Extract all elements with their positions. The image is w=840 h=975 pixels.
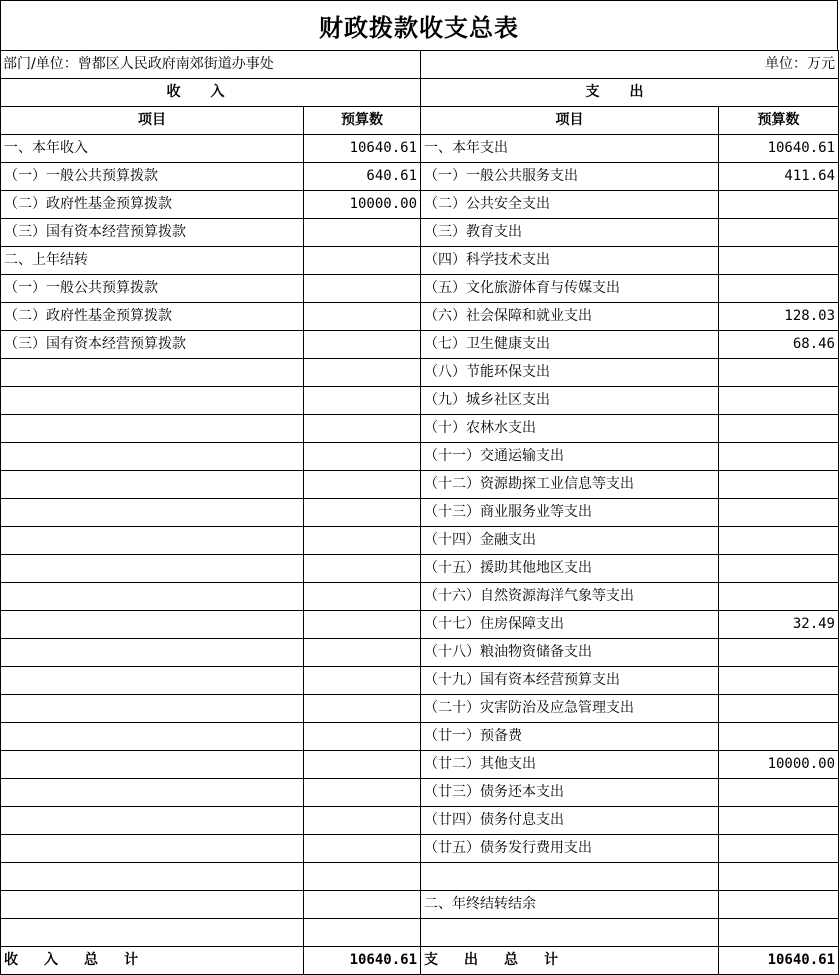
unit-label: 单位：万元 [421,51,839,79]
income-budget-cell [304,247,421,275]
income-budget-cell [304,471,421,499]
col-header-expense-budget: 预算数 [719,107,839,135]
expense-budget-cell [719,359,839,387]
expense-item-cell: （十五）援助其他地区支出 [421,555,719,583]
table-row [1,163,839,191]
table-row [1,331,839,359]
income-budget-cell [304,639,421,667]
income-item-cell: 二、上年结转 [1,247,304,275]
income-item-cell [1,723,304,751]
income-item-cell: （二）政府性基金预算拨款 [1,191,304,219]
expense-item-cell: （八）节能环保支出 [421,359,719,387]
expense-budget-cell [719,275,839,303]
income-budget-cell [304,443,421,471]
income-budget-cell [304,219,421,247]
income-item-cell: （三）国有资本经营预算拨款 [1,331,304,359]
table-row [1,359,839,387]
expense-budget-cell [719,219,839,247]
expense-budget-cell [719,583,839,611]
income-budget-cell [304,751,421,779]
col-header-expense-item: 项目 [421,107,719,135]
income-budget-cell [304,667,421,695]
expense-item-cell: （十九）国有资本经营预算支出 [421,667,719,695]
income-item-cell [1,471,304,499]
table-row [1,723,839,751]
income-budget-cell [304,835,421,863]
expense-item-cell: （九）城乡社区支出 [421,387,719,415]
expense-budget-cell [719,779,839,807]
income-budget-cell [304,415,421,443]
income-item-cell [1,499,304,527]
table-row [1,751,839,779]
table-row [1,695,839,723]
expense-item-cell: （三）教育支出 [421,219,719,247]
expense-budget-cell [719,527,839,555]
table-row [1,835,839,863]
income-budget-cell [304,303,421,331]
income-budget-cell [304,555,421,583]
income-item-cell: （三）国有资本经营预算拨款 [1,219,304,247]
expense-budget-cell [719,919,839,947]
expense-budget-cell [719,387,839,415]
page-title: 财政拨款收支总表 [0,0,838,50]
income-item-cell [1,667,304,695]
expense-item-cell: （廿五）债务发行费用支出 [421,835,719,863]
income-budget-cell [304,891,421,919]
expense-item-cell: （二十）灾害防治及应急管理支出 [421,695,719,723]
table-row [1,247,839,275]
expense-budget-cell [719,191,839,219]
expense-budget-cell [719,667,839,695]
expense-item-cell: （十）农林水支出 [421,415,719,443]
income-budget-cell [304,331,421,359]
income-budget-cell [304,583,421,611]
expense-budget-cell [719,471,839,499]
income-item-cell [1,807,304,835]
expense-budget-cell: 32.49 [719,611,839,639]
expense-item-cell: （一）一般公共服务支出 [421,163,719,191]
table-row [1,779,839,807]
income-budget-cell [304,359,421,387]
expense-budget-cell [719,807,839,835]
expense-budget-cell [719,695,839,723]
expense-item-cell: （十八）粮油物资储备支出 [421,639,719,667]
income-budget-cell [304,275,421,303]
table-row [1,303,839,331]
expense-budget-cell: 10000.00 [719,751,839,779]
table-row [1,275,839,303]
table-row [1,667,839,695]
expense-budget-cell [719,723,839,751]
income-budget-cell [304,527,421,555]
expense-item-cell: （廿一）预备费 [421,723,719,751]
income-item-cell [1,415,304,443]
expense-item-cell [421,863,719,891]
income-budget-cell [304,779,421,807]
section-expense-header: 支出 [421,79,839,107]
income-item-cell [1,695,304,723]
table-row [1,639,839,667]
table-row [1,807,839,835]
table-row [1,415,839,443]
expense-item-cell: （五）文化旅游体育与传媒支出 [421,275,719,303]
expense-item-cell: （四）科学技术支出 [421,247,719,275]
table-row [1,527,839,555]
expense-item-cell: （廿三）债务还本支出 [421,779,719,807]
col-header-income-budget: 预算数 [304,107,421,135]
income-budget-cell [304,863,421,891]
table-row [1,583,839,611]
expense-item-cell: （廿四）债务付息支出 [421,807,719,835]
income-item-cell [1,919,304,947]
income-item-cell [1,611,304,639]
total-income-value: 10640.61 [304,947,421,975]
table-row [1,891,839,919]
expense-item-cell: （七）卫生健康支出 [421,331,719,359]
expense-budget-cell: 10640.61 [719,135,839,163]
income-budget-cell [304,499,421,527]
total-expense-value: 10640.61 [719,947,839,975]
table-row [1,611,839,639]
table-row [1,499,839,527]
expense-item-cell: 一、本年支出 [421,135,719,163]
table-row [1,443,839,471]
income-budget-cell [304,919,421,947]
income-budget-cell [304,807,421,835]
table-row [1,555,839,583]
total-expense-label: 支出总计 [421,947,719,975]
expense-item-cell: （十三）商业服务业等支出 [421,499,719,527]
table-row [1,863,839,891]
income-item-cell: （二）政府性基金预算拨款 [1,303,304,331]
income-item-cell: （一）一般公共预算拨款 [1,275,304,303]
income-item-cell [1,751,304,779]
expense-item-cell: （十六）自然资源海洋气象等支出 [421,583,719,611]
income-budget-cell [304,723,421,751]
expense-item-cell: （廿二）其他支出 [421,751,719,779]
table-row [1,191,839,219]
expense-budget-cell [719,891,839,919]
table-row [1,919,839,947]
expense-budget-cell: 411.64 [719,163,839,191]
table-row [1,471,839,499]
income-budget-cell: 10640.61 [304,135,421,163]
income-item-cell [1,583,304,611]
expense-item-cell [421,919,719,947]
income-item-cell [1,555,304,583]
expense-budget-cell [719,639,839,667]
table-row [1,387,839,415]
income-budget-cell [304,611,421,639]
income-item-cell [1,387,304,415]
expense-item-cell: 二、年终结转结余 [421,891,719,919]
expense-item-cell: （六）社会保障和就业支出 [421,303,719,331]
total-income-label: 收入总计 [1,947,304,975]
income-budget-cell [304,387,421,415]
expense-budget-cell: 128.03 [719,303,839,331]
expense-budget-cell [719,443,839,471]
income-item-cell [1,527,304,555]
income-item-cell [1,863,304,891]
expense-item-cell: （十二）资源勘探工业信息等支出 [421,471,719,499]
income-budget-cell: 640.61 [304,163,421,191]
expense-item-cell: （十一）交通运输支出 [421,443,719,471]
total-row [1,947,839,975]
expense-item-cell: （十四）金融支出 [421,527,719,555]
table-row [1,135,839,163]
expense-item-cell: （十七）住房保障支出 [421,611,719,639]
expense-budget-cell [719,555,839,583]
income-budget-cell [304,695,421,723]
section-income-header: 收入 [1,79,421,107]
expense-budget-cell [719,247,839,275]
income-item-cell: （一）一般公共预算拨款 [1,163,304,191]
table-row [1,219,839,247]
expense-budget-cell [719,415,839,443]
dept-label: 部门/单位：曾都区人民政府南郊街道办事处 [1,51,421,79]
income-item-cell [1,443,304,471]
income-budget-cell: 10000.00 [304,191,421,219]
expense-item-cell: （二）公共安全支出 [421,191,719,219]
income-item-cell [1,359,304,387]
income-item-cell: 一、本年收入 [1,135,304,163]
expense-budget-cell: 68.46 [719,331,839,359]
income-item-cell [1,779,304,807]
income-item-cell [1,835,304,863]
expense-budget-cell [719,863,839,891]
col-header-income-item: 项目 [1,107,304,135]
budget-table [0,50,839,975]
income-item-cell [1,639,304,667]
expense-budget-cell [719,499,839,527]
expense-budget-cell [719,835,839,863]
income-item-cell [1,891,304,919]
